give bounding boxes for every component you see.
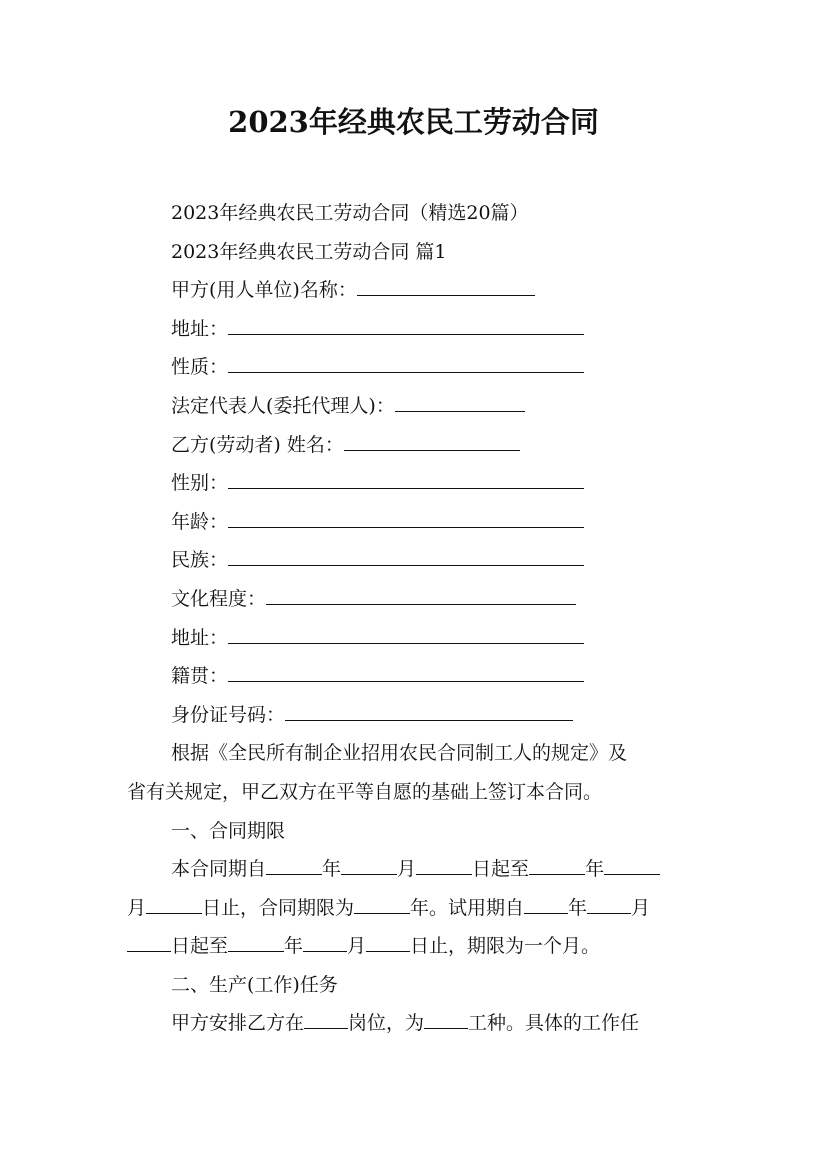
end-day-blank[interactable] [146,889,202,914]
party-a-name-label: 甲方(用人单位)名称： [171,279,357,302]
clause-2-text: 岗位，为 [348,1012,425,1035]
document-body [127,194,703,1043]
party-b-age-blank[interactable] [228,503,584,528]
party-a-rep-label: 法定代表人(委托代理人)： [171,394,395,417]
party-b-name-label: 乙方(劳动者) 姓名： [171,433,344,456]
party-b-ethnicity-row [127,541,703,580]
trial-start-day-blank[interactable] [127,927,171,952]
party-b-gender-label: 性别： [171,472,229,495]
start-year-blank[interactable] [266,850,322,875]
clause-1-text: 日止，期限为一个月。 [410,935,601,958]
intro-line-2: 省有关规定，甲乙双方在平等自愿的基础上签订本合同。 [127,780,603,803]
clause-1-line-2 [127,889,703,928]
clause-1-text: 月 [397,858,417,881]
party-a-rep-row [127,387,703,426]
start-day-blank[interactable] [416,850,472,875]
clause-2-text: 甲方安排乙方在 [171,1012,305,1035]
party-b-gender-blank[interactable] [228,464,584,489]
clause-1-text: 年 [322,858,342,881]
clause-2-heading: 二、生产(工作)任务 [171,973,338,996]
clause-1-line-3 [127,927,703,966]
start-month-blank[interactable] [341,850,397,875]
party-b-id-row [127,696,703,735]
party-b-age-label: 年龄： [171,510,229,533]
party-b-origin-row [127,657,703,696]
party-a-nature-label: 性质： [171,356,229,379]
party-b-gender-row [127,464,703,503]
party-b-name-row [127,426,703,465]
document-subtitle: 2023年经典农民工劳动合同（精选20篇） [171,202,529,224]
intro-line-1: 根据《全民所有制企业招用农民合同制工人的规定》及 [171,742,628,765]
trial-start-month-blank[interactable] [587,889,631,914]
party-b-ethnicity-label: 民族： [171,549,229,572]
trial-start-year-blank[interactable] [524,889,568,914]
trial-end-year-blank[interactable] [228,927,284,952]
clause-1-text: 本合同期自 [171,858,267,881]
party-b-id-label: 身份证号码： [171,703,286,726]
trial-end-day-blank[interactable] [366,927,410,952]
clause-1-text: 月 [127,896,147,919]
section-heading: 2023年经典农民工劳动合同 篇1 [171,240,447,263]
end-year-blank[interactable] [529,850,585,875]
position-blank[interactable] [304,1004,348,1029]
party-b-ethnicity-blank[interactable] [228,541,584,566]
clause-1-line-1 [127,850,703,889]
clause-1-text: 年 [568,896,588,919]
party-b-address-row [127,619,703,658]
party-b-education-label: 文化程度： [171,587,267,610]
party-a-name-row [127,271,703,310]
party-b-education-row [127,580,703,619]
clause-1-text: 年 [585,858,605,881]
clause-1-text: 年。试用期自 [410,896,525,919]
clause-2-line-1 [127,1004,703,1043]
clause-2-text: 工种。具体的工作任 [468,1012,640,1035]
party-a-address-blank[interactable] [228,310,584,335]
party-b-address-label: 地址： [171,626,229,649]
party-a-nature-row [127,348,703,387]
clause-1-text: 月 [631,896,651,919]
term-years-blank[interactable] [354,889,410,914]
party-b-age-row [127,503,703,542]
party-a-rep-blank[interactable] [395,387,525,412]
party-b-origin-blank[interactable] [228,657,584,682]
party-a-name-blank[interactable] [357,271,535,296]
party-b-name-blank[interactable] [344,426,520,451]
clause-1-text: 年 [284,935,304,958]
party-a-address-label: 地址： [171,317,229,340]
clause-1-heading: 一、合同期限 [171,819,286,842]
end-month-blank[interactable] [604,850,660,875]
party-b-origin-label: 籍贯： [171,665,229,688]
party-b-address-blank[interactable] [228,619,584,644]
party-a-address-row [127,310,703,349]
clause-1-text: 日止，合同期限为 [202,896,355,919]
clause-1-text: 日起至 [472,858,530,881]
party-b-education-blank[interactable] [266,580,576,605]
document-title: 2023年经典农民工劳动合同 [228,105,599,139]
party-a-nature-blank[interactable] [228,348,584,373]
clause-1-text: 月 [347,935,367,958]
clause-1-text: 日起至 [171,935,229,958]
party-b-id-blank[interactable] [285,696,573,721]
trial-end-month-blank[interactable] [303,927,347,952]
job-type-blank[interactable] [424,1004,468,1029]
